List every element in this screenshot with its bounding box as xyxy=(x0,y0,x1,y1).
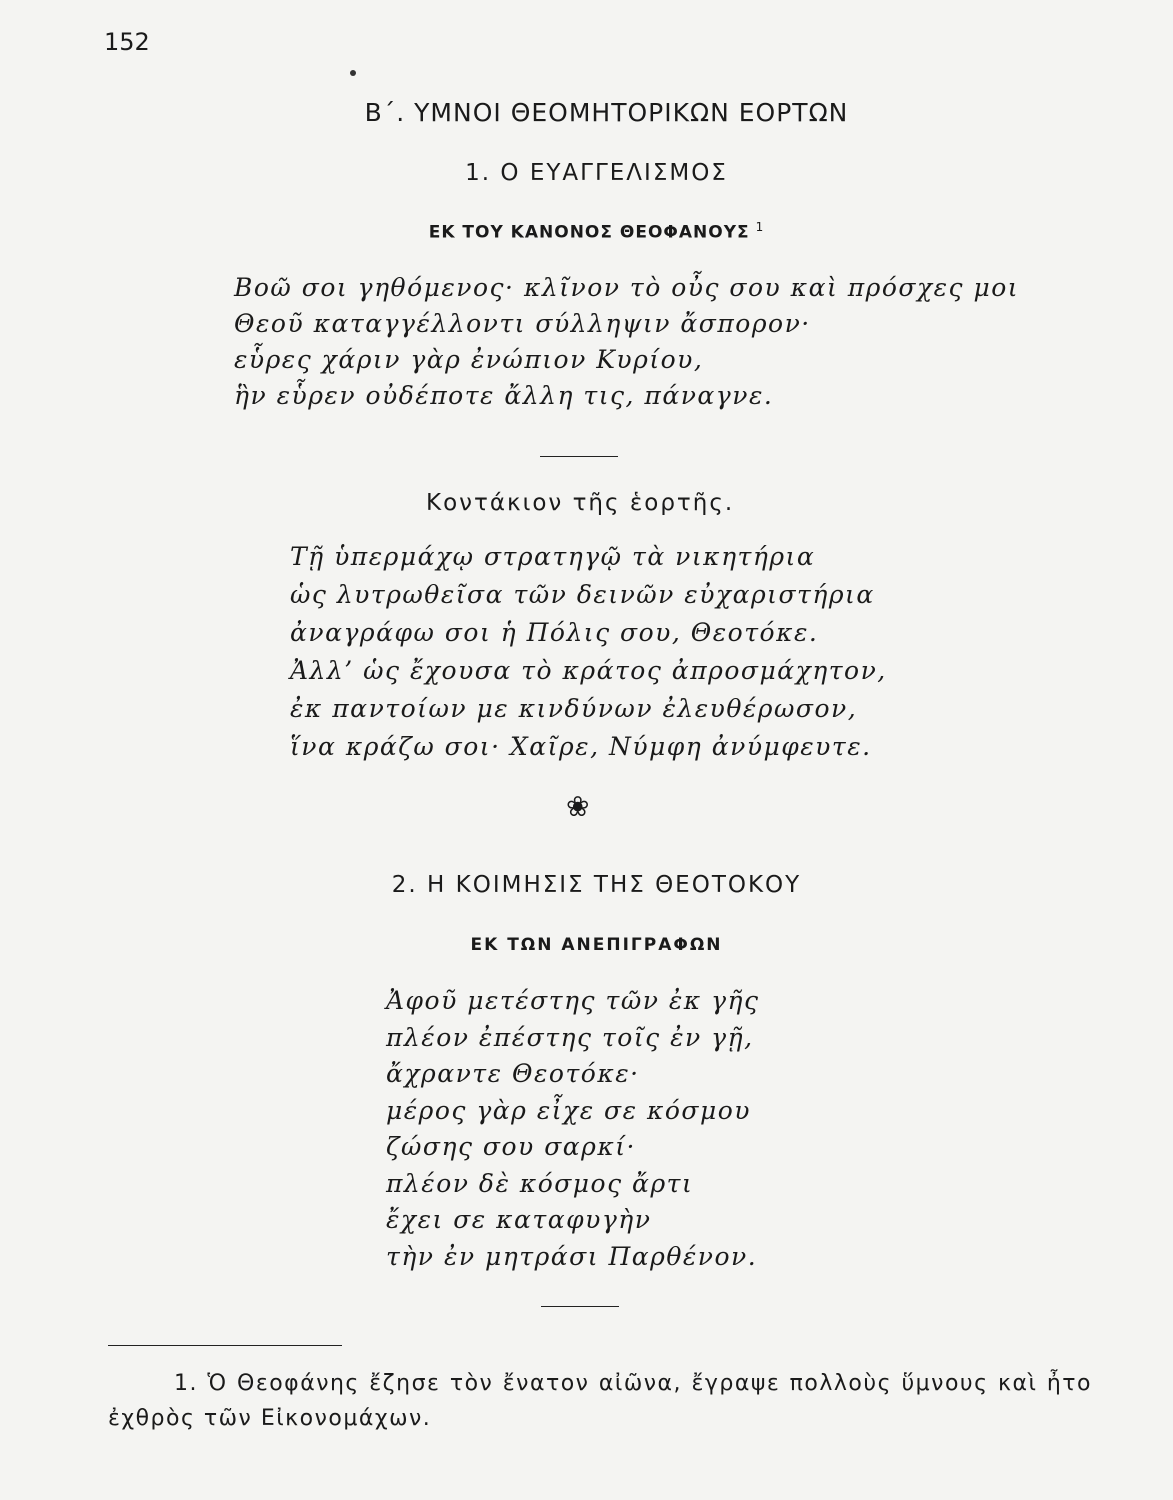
footnote: 1. Ὁ Θεοφάνης ἔζησε τὸν ἔνατον αἰῶνα, ἔγραψε πολλοὺς ὕμνους καὶ ἦτο ἐχθρὸς τῶν Εἰκονομάχων. xyxy=(108,1371,1092,1431)
verse-line: ἐκ παντοίων με κινδύνων ἐλευθέρωσον, xyxy=(290,694,858,723)
divider-rule xyxy=(541,1306,619,1307)
verse-line: μέρος γὰρ εἶχε σε κόσμου xyxy=(386,1095,751,1125)
verse-line: εὗρες χάριν γὰρ ἐνώπιον Κυρίου, xyxy=(234,345,704,374)
hymn-verse-annunciation xyxy=(234,270,1019,414)
footnote-marker: 1 xyxy=(755,220,765,234)
page-number: 152 xyxy=(104,28,150,56)
flower-ornament-icon: ❀ xyxy=(566,790,590,823)
section-title-dormition: 2. Η ΚΟΙΜΗΣΙΣ ΤΗΣ ΘΕΟΤΟΚΟΥ xyxy=(391,872,802,898)
verse-line: πλέον ἐπέστης τοῖς ἐν γῇ, xyxy=(386,1022,754,1052)
verse-line: πλέον δὲ κόσμος ἄρτι xyxy=(386,1168,694,1198)
verse-line: Βοῶ σοι γηθόμενος· κλῖνον τὸ οὖς σου καὶ πρόσχες μοι xyxy=(234,273,1020,302)
verse-line: Τῇ ὑπερμάχῳ στρατηγῷ τὰ νικητήρια xyxy=(290,542,816,571)
hymn-verse-dormition xyxy=(386,983,760,1275)
verse-line: Ἀλλ’ ὡς ἔχουσα τὸ κράτος ἀπροσμάχητον, xyxy=(290,656,887,685)
verse-line: ἣν εὗρεν οὐδέποτε ἄλλη τις, πάναγνε. xyxy=(234,381,774,410)
section-subtitle-canon xyxy=(0,220,1173,243)
section-title-annunciation: 1. Ο ΕΥΑΓΓΕΛΙΣΜΟΣ xyxy=(465,160,728,186)
verse-line: ὡς λυτρωθεῖσα τῶν δεινῶν εὐχαριστήρια xyxy=(290,580,875,609)
subtitle-text: ΕΚ ΤΟΥ ΚΑΝΟΝΟΣ ΘΕΟΦΑΝΟΥΣ xyxy=(428,222,750,243)
verse-line: ἀναγράφω σοι ἡ Πόλις σου, Θεοτόκε. xyxy=(290,618,819,647)
footnote-rule xyxy=(108,1345,342,1346)
kontakion-heading: Κοντάκιον τῆς ἑορτῆς. xyxy=(426,490,735,516)
divider-rule xyxy=(540,456,618,457)
kontakion-verse xyxy=(290,538,887,766)
part-title: Β΄. ΥΜΝΟΙ ΘΕΟΜΗΤΟΡΙΚΩΝ ΕΟΡΤΩΝ xyxy=(364,98,849,127)
ink-speck xyxy=(350,70,356,76)
verse-line: τὴν ἐν μητράσι Παρθένον. xyxy=(386,1241,758,1271)
verse-line: ἄχραντε Θεοτόκε· xyxy=(386,1059,640,1088)
verse-line: ζώσης σου σαρκί· xyxy=(386,1132,636,1161)
section-subtitle-anepigraphon: ΕΚ ΤΩΝ ΑΝΕΠΙΓΡΑΦΩΝ xyxy=(470,935,723,955)
verse-line: Ἀφοῦ μετέστης τῶν ἐκ γῆς xyxy=(386,986,760,1015)
verse-line: Θεοῦ καταγγέλλοντι σύλληψιν ἄσπορον· xyxy=(234,309,811,338)
verse-line: ἔχει σε καταφυγὴν xyxy=(386,1205,652,1234)
verse-line: ἵνα κράζω σοι· Χαῖρε, Νύμφη ἀνύμφευτε. xyxy=(290,732,872,761)
